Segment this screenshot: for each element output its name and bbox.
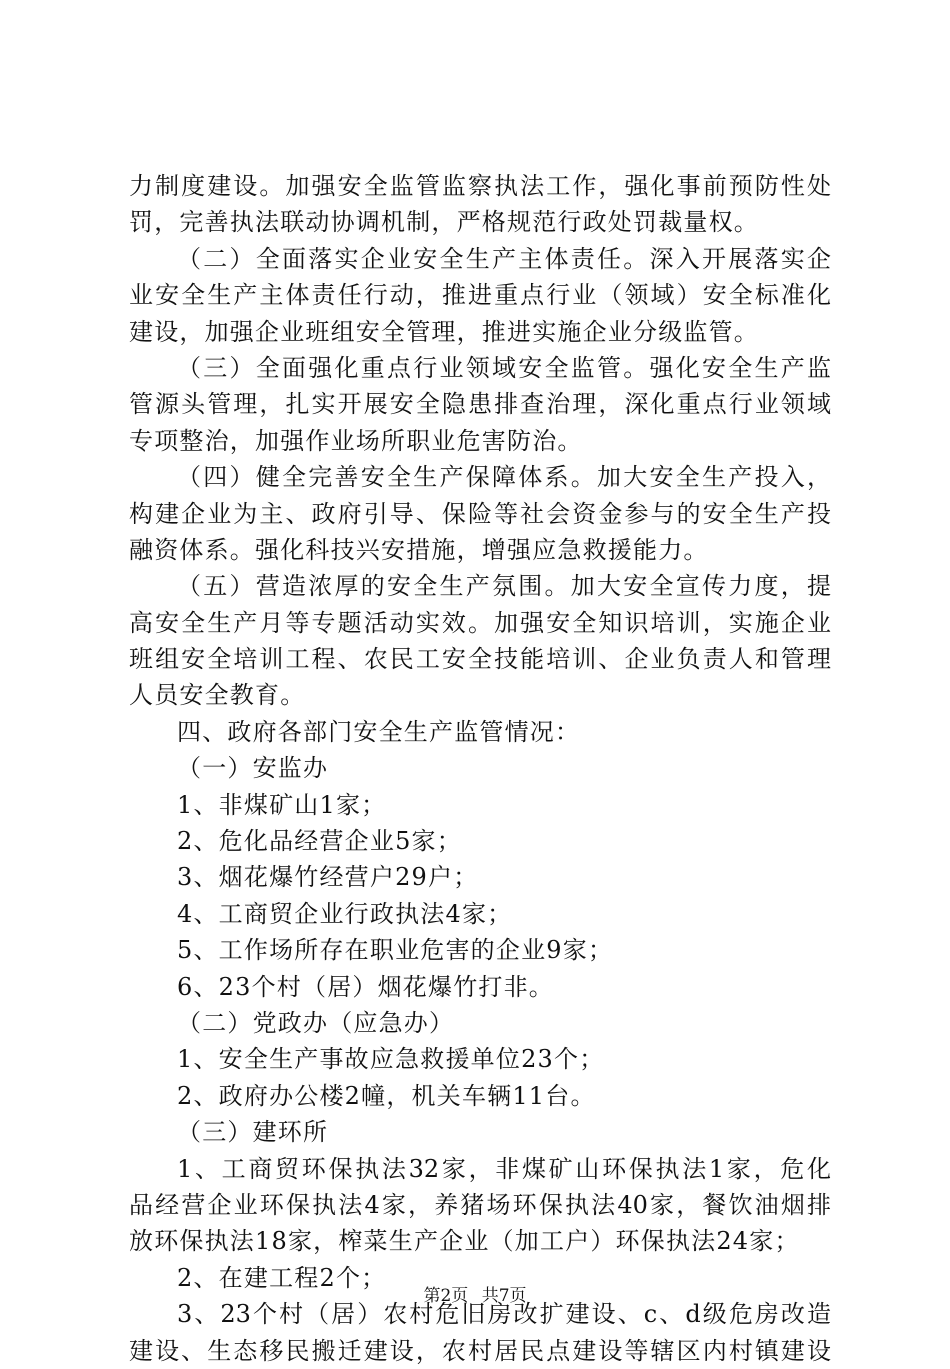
paragraph-line: 管源头管理，扎实开展安全隐患排查治理，深化重点行业领域	[129, 390, 831, 419]
list-item: 1、非煤矿山1家；	[177, 790, 387, 819]
paragraph-line: 高安全生产月等专题活动实效。加强安全知识培训，实施企业	[129, 608, 831, 637]
paragraph-line: （二）全面落实企业安全生产主体责任。深入开展落实企	[177, 244, 831, 273]
paragraph-line: 专项整治，加强作业场所职业危害防治。	[129, 426, 583, 455]
page-number: 第2页	[423, 1286, 469, 1306]
list-item: 1、工商贸环保执法32家，非煤矿山环保执法1家，危化	[177, 1154, 831, 1183]
list-item: 3、23个村（居）农村危旧房改扩建设、c、d级危房改造	[177, 1300, 831, 1329]
paragraph-line: 融资体系。强化科技兴安措施，增强应急救援能力。	[129, 535, 709, 564]
page-total: 共7页	[481, 1286, 527, 1306]
document-body	[129, 168, 831, 1369]
paragraph-line: 班组安全培训工程、农民工安全技能培训、企业负责人和管理	[129, 645, 831, 674]
list-item: 3、烟花爆竹经营户29户；	[177, 863, 479, 892]
subsection-heading: （一）安监办	[177, 754, 329, 783]
paragraph-line: 业安全生产主体责任行动，推进重点行业（领域）安全标准化	[129, 281, 831, 310]
section-heading: 四、政府各部门安全生产监管情况：	[177, 717, 581, 746]
paragraph-line: 罚，完善执法联动协调机制，严格规范行政处罚裁量权。	[129, 208, 759, 237]
paragraph-line: 力制度建设。加强安全监管监察执法工作，强化事前预防性处	[129, 172, 831, 200]
paragraph-line: 建设，加强企业班组安全管理，推进实施企业分级监管。	[129, 317, 759, 346]
list-item: 6、23个村（居）烟花爆竹打非。	[177, 972, 555, 1001]
paragraph-line: 构建企业为主、政府引导、保险等社会资金参与的安全生产投	[129, 499, 831, 528]
paragraph-line: 放环保执法18家，榨菜生产企业（加工户）环保执法24家；	[129, 1227, 800, 1256]
paragraph-line: （四）健全完善安全生产保障体系。加大安全生产投入，	[177, 463, 831, 492]
list-item: 2、危化品经营企业5家；	[177, 827, 462, 856]
paragraph-line: 建设、生态移民搬迁建设，农村居民点建设等辖区内村镇建设	[129, 1336, 831, 1365]
list-item: 1、安全生产事故应急救援单位23个；	[177, 1045, 605, 1074]
list-item: 2、政府办公楼2幢，机关车辆11台。	[177, 1081, 596, 1110]
paragraph-line: （三）全面强化重点行业领域安全监管。强化安全生产监	[177, 353, 831, 382]
paragraph-line: （五）营造浓厚的安全生产氛围。加大安全宣传力度，提	[177, 572, 831, 601]
subsection-heading: （二）党政办（应急办）	[177, 1008, 455, 1037]
paragraph-line: 人员安全教育。	[129, 681, 306, 710]
subsection-heading: （三）建环所	[177, 1118, 329, 1147]
list-item: 4、工商贸企业行政执法4家；	[177, 899, 513, 928]
list-item: 5、工作场所存在职业危害的企业9家；	[177, 936, 614, 965]
paragraph-line: 品经营企业环保执法4家，养猪场环保执法40家，餐饮油烟排	[129, 1190, 831, 1219]
list-item: 2、在建工程2个；	[177, 1263, 387, 1292]
page-footer	[0, 1286, 950, 1306]
